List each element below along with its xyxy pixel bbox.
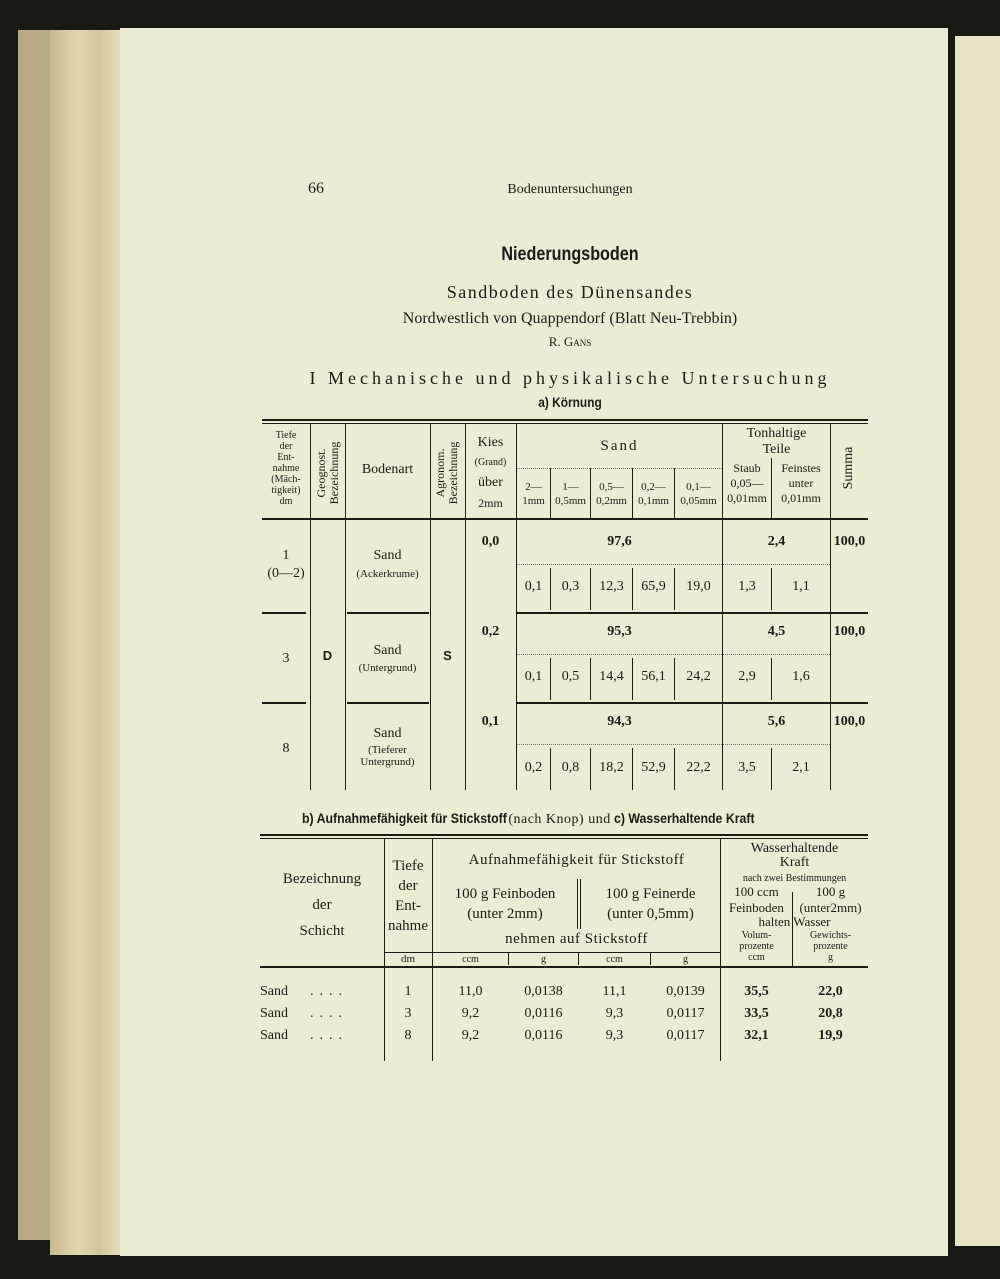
running-title: Bodenuntersuchungen <box>507 182 633 197</box>
subtitle: Sandboden des Dünensandes <box>446 282 694 302</box>
bezeichnung-header: Bezeichnung der Schicht <box>282 871 362 939</box>
volum-header: Volum- prozente ccm <box>739 930 774 963</box>
feinboden-header: 100 g Feinboden (unter 2mm) <box>454 886 556 922</box>
table-a-caption: a) Körnung <box>538 394 602 410</box>
location-line: Nordwestlich von Quappendorf (Blatt Neu-Trebbin) <box>402 310 738 327</box>
feinerde-header: 100 g Feinerde (unter 0,5mm) <box>605 886 696 922</box>
author: R. Gans <box>548 334 592 349</box>
agronom-value: S <box>443 648 452 663</box>
agronom-header: Agronom. Bezeichnung <box>433 441 460 505</box>
sand-col-2: 0,5—0,2mm <box>596 481 627 507</box>
sand-col-1: 1—0,5mm <box>555 481 586 507</box>
sand-header: Sand <box>600 438 639 454</box>
section-heading: I Mechanische und physikalische Untersuchung <box>309 368 831 388</box>
nehmen-header: nehmen auf Stickstoff <box>505 931 648 947</box>
ton-col-1: Feinstes unter 0,01mm <box>781 461 821 505</box>
unit-ccm-1: ccm <box>462 954 479 965</box>
page-number: 66 <box>308 180 324 197</box>
unit-ccm-2: ccm <box>606 954 623 965</box>
page-title: Niederungsboden <box>501 244 639 265</box>
ton-col-0: Staub 0,05—0,01mm <box>727 461 767 505</box>
tiefe-b-header: Tiefe der Ent- nahme <box>388 858 428 934</box>
tiefe-header: Tiefe der Ent- nahme (Mäch- tigkeit) dm <box>271 430 301 507</box>
ton-header: Tonhaltige Teile <box>746 426 807 457</box>
halten-header: halten Wasser <box>758 914 831 929</box>
left-cover-edge <box>18 30 50 1240</box>
geognost-header: Geognost. Bezeichnung <box>314 441 341 505</box>
wasser-sub: nach zwei Bestimmungen <box>742 873 847 884</box>
left-page-stack <box>50 30 120 1255</box>
gewicht-header: Gewichts- prozente g <box>809 930 852 963</box>
wasser-col-1: 100 g (unter2mm) <box>799 884 862 915</box>
wasser-col-0: 100 ccm Feinboden <box>729 884 784 915</box>
sand-col-0: 2—1mm <box>522 481 545 507</box>
unit-g-1: g <box>541 954 546 965</box>
sand-col-3: 0,2—0,1mm <box>638 481 669 507</box>
unit-g-2: g <box>683 954 688 965</box>
tiefe-b-unit: dm <box>400 953 416 965</box>
wasser-header: Wasserhaltende Kraft <box>750 841 839 870</box>
summa-header: Summa <box>841 446 856 490</box>
sand-col-4: 0,1—0,05mm <box>680 481 717 507</box>
aufnahme-header: Aufnahmefähigkeit für Stickstoff <box>468 852 685 868</box>
kies-header: Kies (Grand) über 2mm <box>474 435 507 510</box>
right-page-edge <box>955 36 1000 1246</box>
table-b-caption: b) Aufnahmefähigkeit für Stickstoff (nach Knop) und c) Wasserhaltende Kraft <box>302 810 755 827</box>
book-page: 66 Bodenuntersuchungen Niederungsboden Sandboden des Dünensandes Nordwestlich von Quappendorf (Blatt Neu-Trebbin) R. Gans I Mechanische und physikalische Untersuchung a) Körnung Tiefe der Ent- nahme (Mäch- tigkeit) dm Geognost. Bezeichnung Bodenart Agronom. Bezeichnung Kies (Grand) über 2mm Sand 2—1mm 1—0,5mm 0,5—0,2mm 0,2—0,1mm 0,1—0,05mm Tonhaltige Teile Staub 0,05—0,01mm Feinstes unter 0,01mm Summa D S 1 (0—2) Sand (Ackerkrume) 0,0 97,6 2,4 100,0 0,1 0,3 12,3 65,9 19,0 1,3 1,1 3 Sand (Untergrund) 0,2 95,3 4,5 100,0 0,1 0,5 14,4 56,1 24,2 2,9 1,6 8 Sand (Tieferer Untergrund) 0,1 94,3 5,6 100,0 0,2 0,8 18,2 52,9 22,2 3,5 2,1 b) Aufnahmefähigkeit für Stickstoff (nach Knop) und c) Wasserhaltende Kraft Bezeichnung der Schicht Tiefe der Ent- nahme dm Aufnahmefähigkeit für Stickstoff 100 g Feinboden (unter 2mm) 100 g Feinerde (unter 0,5mm) nehmen auf Stickstoff ccm g ccm g Wasserhaltende Kraft nach zwei Bestimmungen 100 ccm Feinboden 100 g (unter2mm) halten Wasser Volum- prozente ccm Gewichts- prozente g Sand .... 1 11,0 0,0138 11,1 0,0139 35,5 22,0 Sand .... 3 9,2 0,0116 9,3 0,0117 33,5 20,8 Sand .... 8 9,2 0,0116 9,3 0,0117 32,1 19,9 <box>120 28 948 1256</box>
geognost-value: D <box>322 648 333 663</box>
bodenart-header: Bodenart <box>361 462 414 477</box>
